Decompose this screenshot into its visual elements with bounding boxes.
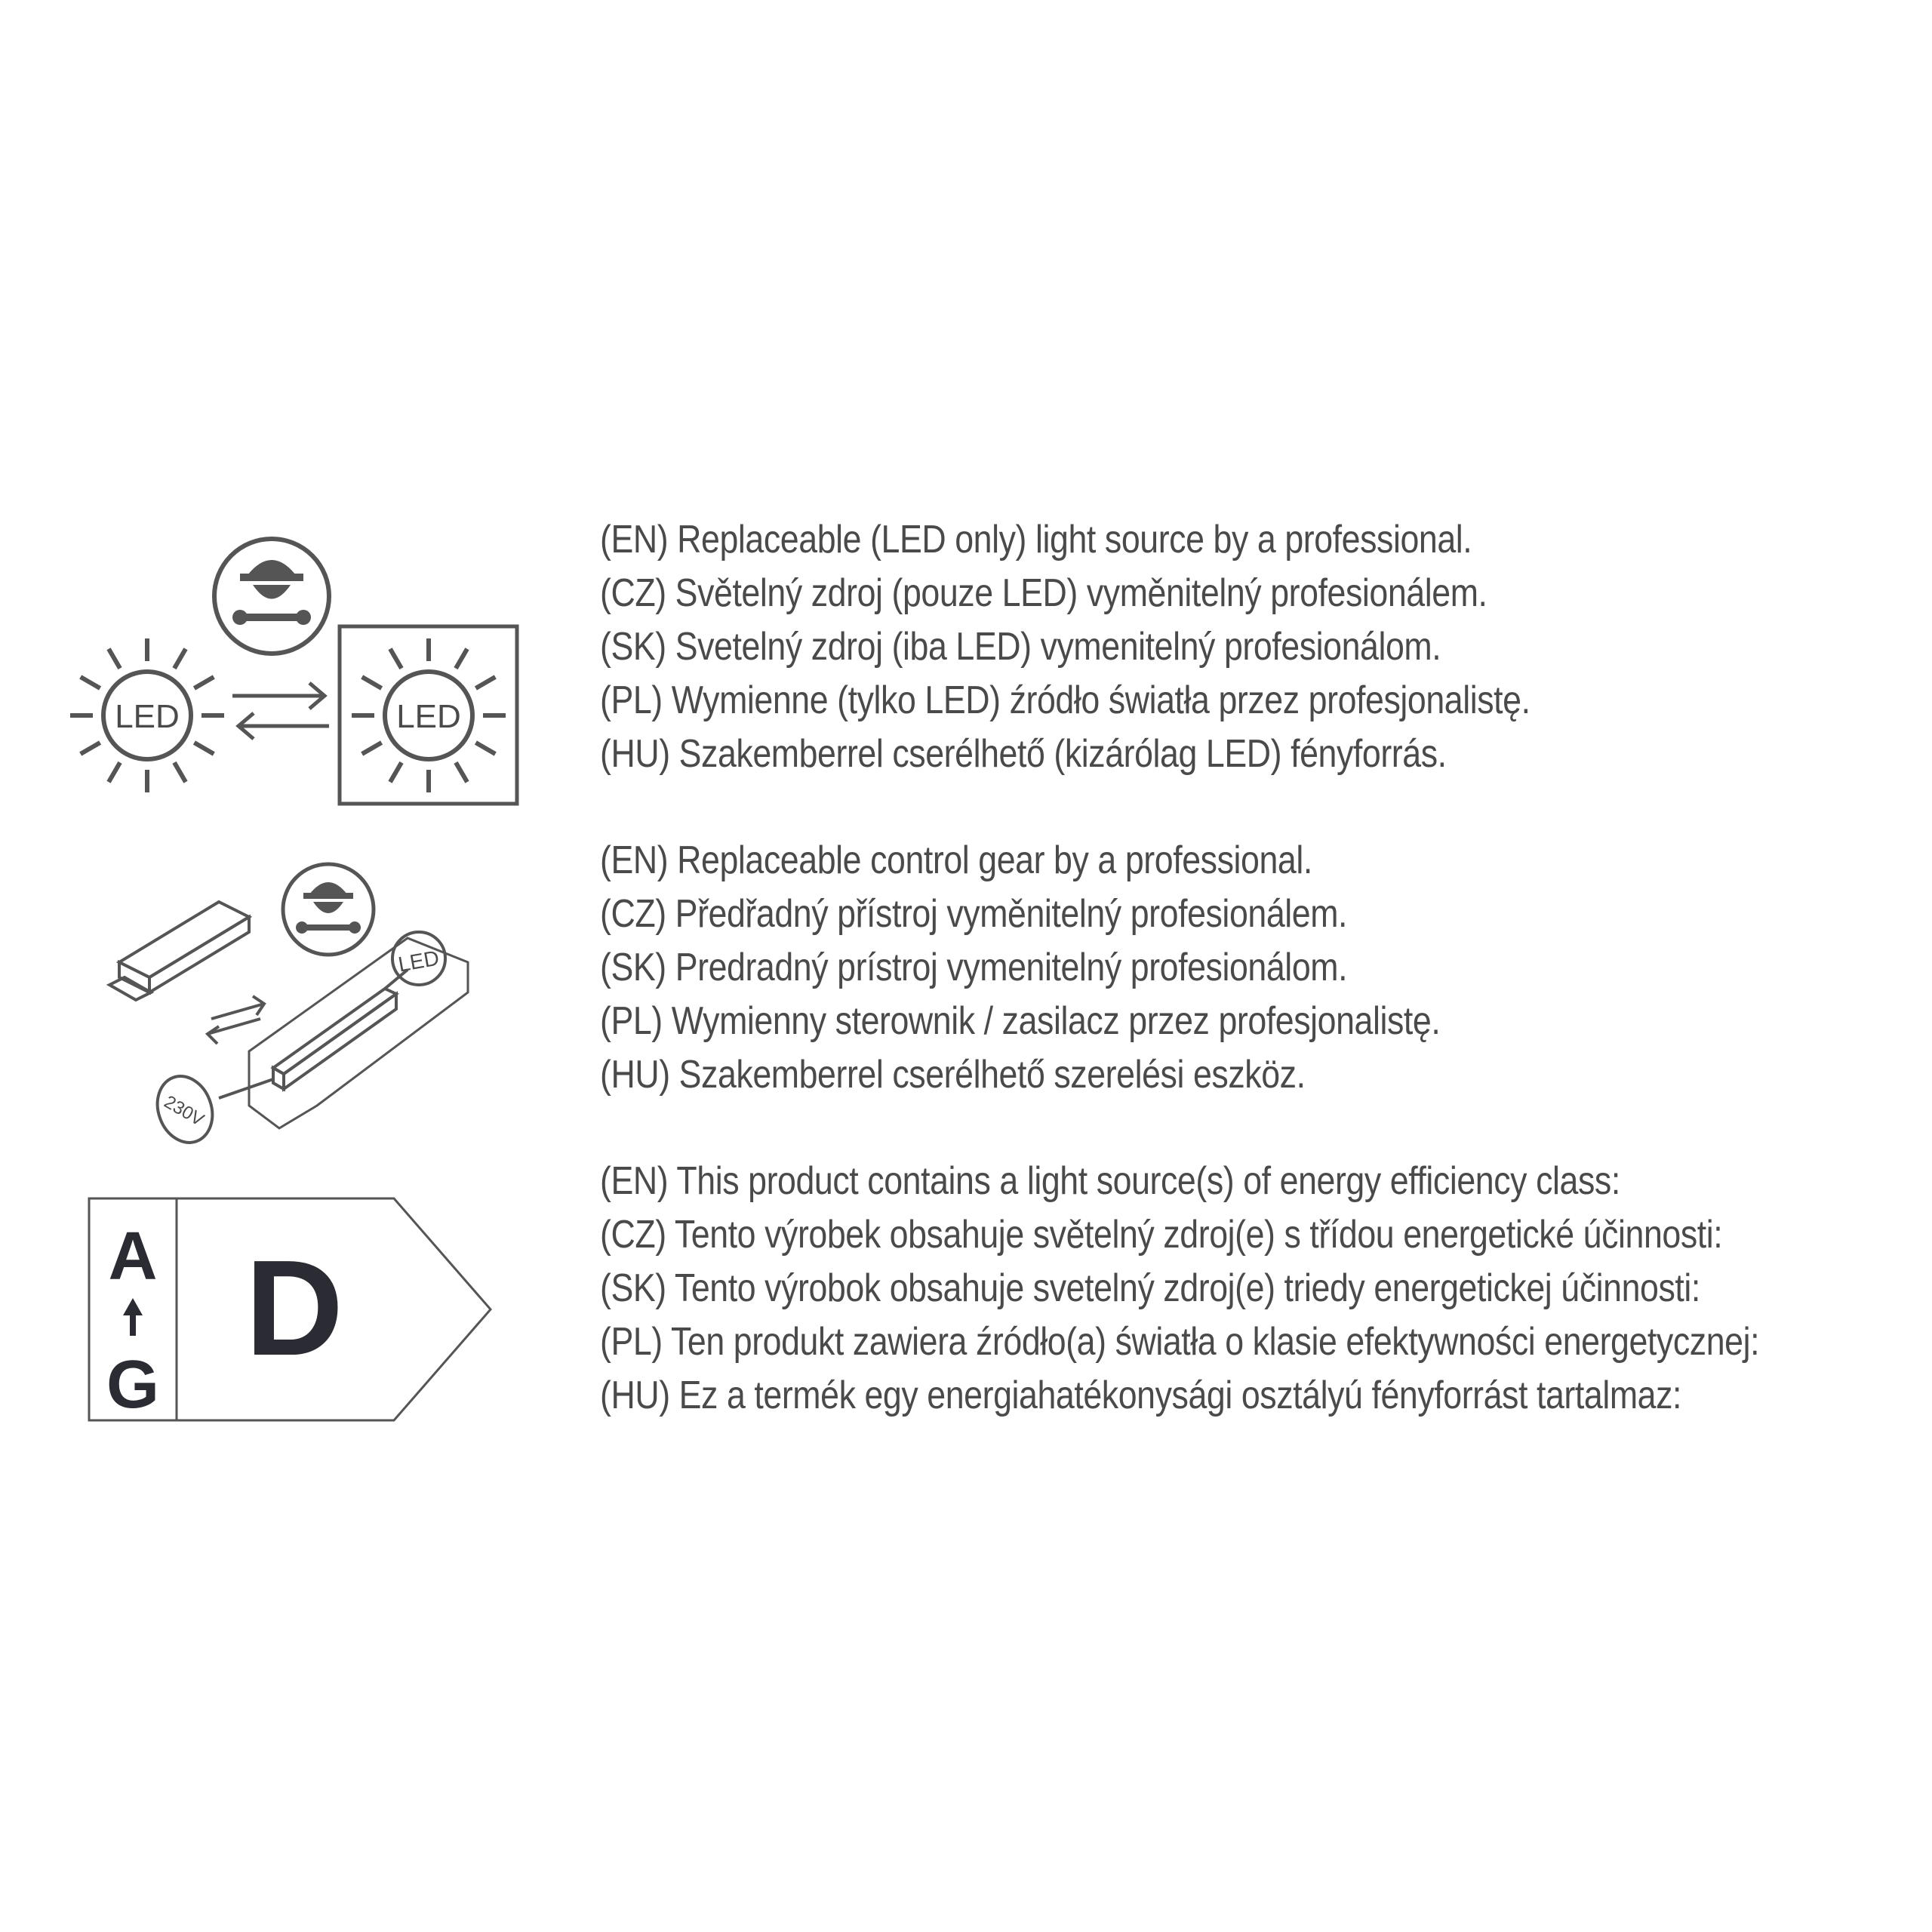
text-line-en: (EN) This product contains a light source(s) of energy efficiency class: xyxy=(600,1159,1620,1203)
energy-class-letter: D xyxy=(245,1232,343,1384)
swap-arrows-icon xyxy=(232,683,329,739)
led-label-left: LED xyxy=(115,698,180,735)
sun-ray xyxy=(194,677,214,688)
led-label: LED xyxy=(396,946,441,977)
voltage-label: 230V xyxy=(160,1091,208,1131)
sun-ray xyxy=(362,677,382,688)
text-line-cz: (CZ) Tento výrobek obsahuje světelný zdroj(e) s třídou energetické účinnosti: xyxy=(600,1213,1723,1257)
text-line-sk: (SK) Predradný prístroj vymenitelný profesionálom. xyxy=(600,946,1348,989)
text-line-hu: (HU) Ez a termék egy energiahatékonysági osztályú fényforrást tartalmaz: xyxy=(600,1374,1682,1417)
sun-ray xyxy=(390,762,401,782)
sun-ray xyxy=(109,649,120,669)
sun-ray xyxy=(390,649,401,669)
led-replaceable-icon xyxy=(60,528,528,815)
scale-bottom-letter: G xyxy=(106,1347,160,1423)
text-line-en: (EN) Replaceable control gear by a professional. xyxy=(600,838,1312,882)
text-line-sk: (SK) Svetelný zdroj (iba LED) vymenitelný profesionálom. xyxy=(600,625,1441,669)
sun-ray xyxy=(475,677,495,688)
control-gear-text xyxy=(600,834,1913,1102)
text-line-cz: (CZ) Předřadný přístroj vyměnitelný profesionálem. xyxy=(600,892,1348,936)
sun-ray xyxy=(109,762,120,782)
control-gear-replaceable-icon xyxy=(106,849,498,1166)
sun-ray xyxy=(194,743,214,754)
sun-ray xyxy=(362,743,382,754)
text-line-cz: (CZ) Světelný zdroj (pouze LED) vyměnitelný profesionálem. xyxy=(600,571,1487,615)
energy-class-text xyxy=(600,1155,1913,1423)
sun-ray xyxy=(456,762,467,782)
text-line-pl: (PL) Wymienny sterownik / zasilacz przez profesjonalistę. xyxy=(600,999,1441,1043)
text-line-hu: (HU) Szakemberrel cserélhető szerelési eszköz. xyxy=(600,1053,1306,1097)
sun-ray xyxy=(81,677,100,688)
professional-worker-icon xyxy=(283,864,374,955)
spare-driver-icon xyxy=(109,902,249,1000)
scale-top-letter: A xyxy=(108,1219,158,1294)
text-line-en: (EN) Replaceable (LED only) light source by a professional. xyxy=(600,518,1472,561)
text-line-sk: (SK) Tento výrobok obsahuje svetelný zdroj(e) triedy energetickej účinnosti: xyxy=(600,1266,1700,1310)
swap-arrows-icon xyxy=(208,996,264,1044)
text-line-pl: (PL) Wymienne (tylko LED) źródło światła przez profesjonalistę. xyxy=(600,678,1531,722)
led-replaceable-text xyxy=(600,513,1913,781)
sun-ray xyxy=(475,743,495,754)
sun-ray xyxy=(81,743,100,754)
text-line-hu: (HU) Szakemberrel cserélhető (kizárólag LED) fényforrás. xyxy=(600,732,1447,776)
sun-ray xyxy=(174,762,186,782)
text-line-pl: (PL) Ten produkt zawiera źródło(a) światła o klasie efektywności energetycznej: xyxy=(600,1320,1760,1364)
energy-class-label xyxy=(87,1196,494,1423)
professional-worker-icon xyxy=(214,539,329,654)
led-label-right: LED xyxy=(396,698,461,735)
sun-ray xyxy=(174,649,186,669)
sun-ray xyxy=(456,649,467,669)
